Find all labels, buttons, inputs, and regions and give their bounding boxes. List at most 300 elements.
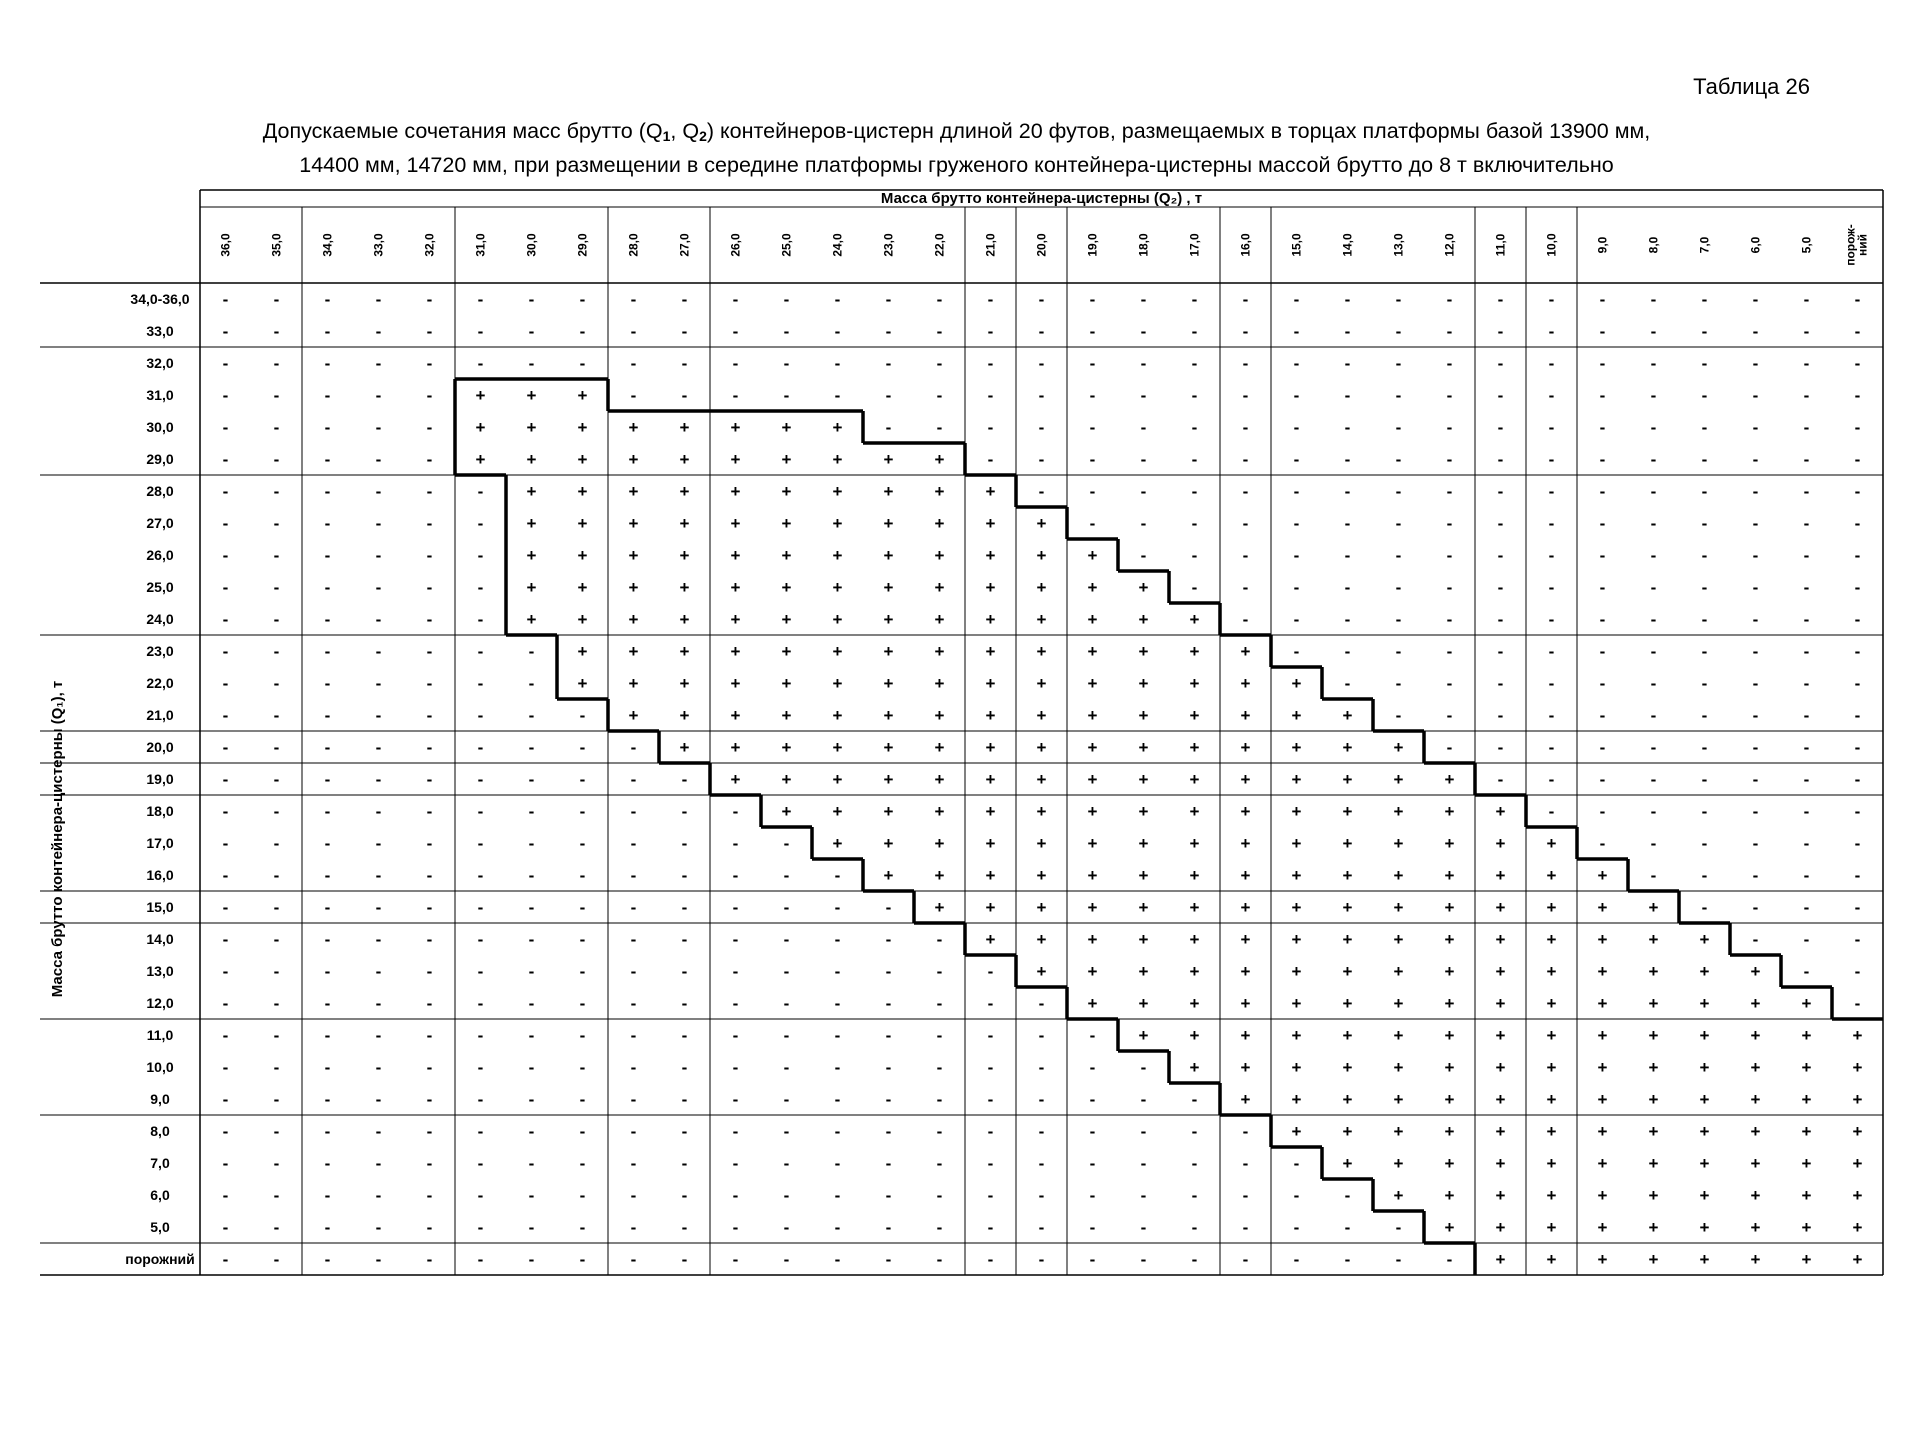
cell-allowed: + [679,578,690,597]
cell-not-allowed: - [579,1250,586,1269]
cell-allowed: + [1699,1186,1710,1205]
cell-not-allowed: - [375,930,382,949]
cell-not-allowed: - [1140,514,1147,533]
cell-allowed: + [526,514,537,533]
cell-not-allowed: - [834,962,841,981]
cell-not-allowed: - [477,546,484,565]
cell-allowed: + [1189,994,1200,1013]
cell-not-allowed: - [1752,386,1759,405]
cell-allowed: + [781,706,792,725]
cell-not-allowed: - [222,290,229,309]
cell-not-allowed: - [1599,322,1606,341]
cell-not-allowed: - [630,1058,637,1077]
cell-not-allowed: - [987,386,994,405]
cell-not-allowed: - [375,642,382,661]
cell-not-allowed: - [1395,322,1402,341]
cell-not-allowed: - [936,322,943,341]
cell-not-allowed: - [375,834,382,853]
cell-not-allowed: - [528,1154,535,1173]
cell-allowed: + [1852,1026,1863,1045]
cell-not-allowed: - [273,450,280,469]
column-label: 31,0 [473,233,488,257]
cell-allowed: + [1138,674,1149,693]
cell-allowed: + [1495,1218,1506,1237]
cell-not-allowed: - [528,1026,535,1045]
cell-not-allowed: - [1599,546,1606,565]
cell-not-allowed: - [1344,290,1351,309]
cell-allowed: + [1240,674,1251,693]
cell-not-allowed: - [834,1154,841,1173]
cell-allowed: + [1495,1154,1506,1173]
cell-not-allowed: - [1854,898,1861,917]
cell-allowed: + [1087,866,1098,885]
cell-not-allowed: - [1497,290,1504,309]
cell-allowed: + [985,578,996,597]
cell-not-allowed: - [477,930,484,949]
cell-not-allowed: - [1293,642,1300,661]
cell-allowed: + [1138,898,1149,917]
cell-not-allowed: - [477,834,484,853]
cell-not-allowed: - [426,642,433,661]
cell-not-allowed: - [630,1026,637,1045]
cell-not-allowed: - [1446,738,1453,757]
cell-not-allowed: - [681,322,688,341]
cell-not-allowed: - [1803,706,1810,725]
cell-allowed: + [1648,1154,1659,1173]
cell-not-allowed: - [681,1122,688,1141]
cell-allowed: + [1240,930,1251,949]
cell-allowed: + [1393,994,1404,1013]
row-label: 23,0 [146,643,174,659]
cell-allowed: + [1036,802,1047,821]
cell-not-allowed: - [477,738,484,757]
cell-not-allowed: - [426,610,433,629]
cell-not-allowed: - [1650,322,1657,341]
cell-allowed: + [1087,674,1098,693]
cell-allowed: + [1393,1186,1404,1205]
cell-allowed: + [1189,770,1200,789]
cell-not-allowed: - [477,1154,484,1173]
cell-not-allowed: - [1752,482,1759,501]
cell-allowed: + [832,578,843,597]
cell-allowed: + [1495,962,1506,981]
cell-not-allowed: - [1395,1250,1402,1269]
cell-allowed: + [1648,994,1659,1013]
cell-not-allowed: - [375,770,382,789]
cell-not-allowed: - [324,546,331,565]
cell-not-allowed: - [1293,546,1300,565]
cell-not-allowed: - [1344,674,1351,693]
cell-allowed: + [1189,1026,1200,1045]
cell-not-allowed: - [1803,834,1810,853]
cell-allowed: + [1597,1186,1608,1205]
cell-not-allowed: - [273,290,280,309]
row-label: 12,0 [146,995,174,1011]
cell-not-allowed: - [426,1250,433,1269]
cell-allowed: + [934,706,945,725]
cell-not-allowed: - [783,1218,790,1237]
cell-not-allowed: - [324,354,331,373]
cell-allowed: + [1240,834,1251,853]
cell-not-allowed: - [1191,1154,1198,1173]
cell-not-allowed: - [1701,514,1708,533]
cell-not-allowed: - [1752,770,1759,789]
cell-not-allowed: - [579,1026,586,1045]
cell-not-allowed: - [936,1154,943,1173]
cell-not-allowed: - [1191,322,1198,341]
cell-not-allowed: - [630,1090,637,1109]
cell-not-allowed: - [732,1058,739,1077]
cell-not-allowed: - [1752,322,1759,341]
cell-not-allowed: - [1599,450,1606,469]
cell-not-allowed: - [936,962,943,981]
cell-allowed: + [1138,738,1149,757]
cell-allowed: + [1036,610,1047,629]
cell-allowed: + [934,770,945,789]
cell-not-allowed: - [375,290,382,309]
cell-allowed: + [1291,962,1302,981]
cell-not-allowed: - [1191,546,1198,565]
cell-allowed: + [577,546,588,565]
title-line2: 14400 мм, 14720 мм, при размещении в середине платформы груженого контейнера-цистерны массой брутто до 8 т включительно [299,153,1614,177]
cell-not-allowed: - [1140,418,1147,437]
cell-not-allowed: - [528,354,535,373]
column-label: 9,0 [1595,236,1610,254]
cell-allowed: + [1342,866,1353,885]
cell-not-allowed: - [681,1218,688,1237]
cell-not-allowed: - [426,450,433,469]
cell-not-allowed: - [426,290,433,309]
cell-not-allowed: - [273,1186,280,1205]
cell-allowed: + [1393,802,1404,821]
cell-not-allowed: - [1293,290,1300,309]
cell-allowed: + [1342,1154,1353,1173]
cell-allowed: + [1036,738,1047,757]
cell-not-allowed: - [1191,418,1198,437]
cell-allowed: + [1291,930,1302,949]
cell-not-allowed: - [1803,546,1810,565]
cell-not-allowed: - [630,1218,637,1237]
cell-allowed: + [934,610,945,629]
cell-not-allowed: - [834,386,841,405]
cell-allowed: + [1597,898,1608,917]
cell-not-allowed: - [681,290,688,309]
cell-not-allowed: - [681,930,688,949]
cell-allowed: + [1189,866,1200,885]
cell-allowed: + [1138,962,1149,981]
cell-allowed: + [1546,994,1557,1013]
cell-not-allowed: - [987,1250,994,1269]
cell-allowed: + [985,802,996,821]
cell-not-allowed: - [324,1186,331,1205]
cell-allowed: + [1801,1058,1812,1077]
column-label: 29,0 [575,233,590,257]
cell-not-allowed: - [273,482,280,501]
cell-not-allowed: - [375,1122,382,1141]
cell-not-allowed: - [987,322,994,341]
cell-not-allowed: - [324,866,331,885]
cell-allowed: + [1495,1090,1506,1109]
cell-not-allowed: - [1701,546,1708,565]
cell-not-allowed: - [783,930,790,949]
cell-allowed: + [1597,1154,1608,1173]
cell-allowed: + [1138,706,1149,725]
cell-not-allowed: - [987,1058,994,1077]
cell-not-allowed: - [885,1186,892,1205]
cell-allowed: + [1138,834,1149,853]
cell-allowed: + [985,866,996,885]
cell-allowed: + [1393,1026,1404,1045]
cell-not-allowed: - [1446,482,1453,501]
column-label: 8,0 [1646,236,1661,254]
cell-not-allowed: - [1038,994,1045,1013]
cell-allowed: + [1597,1122,1608,1141]
cell-allowed: + [1189,1058,1200,1077]
cell-not-allowed: - [1191,1218,1198,1237]
cell-not-allowed: - [324,578,331,597]
cell-not-allowed: - [1344,1250,1351,1269]
cell-not-allowed: - [1854,834,1861,853]
cell-not-allowed: - [579,1218,586,1237]
cell-not-allowed: - [1395,482,1402,501]
cell-not-allowed: - [1701,450,1708,469]
cell-not-allowed: - [732,354,739,373]
cell-allowed: + [730,450,741,469]
cell-allowed: + [1852,1122,1863,1141]
column-label: 25,0 [779,233,794,257]
cell-not-allowed: - [426,770,433,789]
cell-allowed: + [883,834,894,853]
cell-not-allowed: - [1293,1250,1300,1269]
cell-allowed: + [1648,1122,1659,1141]
cell-not-allowed: - [528,1186,535,1205]
row-label: 7,0 [150,1155,170,1171]
cell-not-allowed: - [681,898,688,917]
cell-not-allowed: - [885,1154,892,1173]
cell-not-allowed: - [732,1218,739,1237]
row-label: 26,0 [146,547,174,563]
cell-not-allowed: - [987,1186,994,1205]
cell-not-allowed: - [1089,290,1096,309]
column-label: порож-ний [1843,224,1870,266]
cell-not-allowed: - [222,706,229,725]
cell-not-allowed: - [375,1026,382,1045]
cell-not-allowed: - [783,898,790,917]
cell-not-allowed: - [324,1218,331,1237]
cell-not-allowed: - [681,1026,688,1045]
cell-allowed: + [1138,770,1149,789]
cell-not-allowed: - [885,322,892,341]
cell-allowed: + [934,514,945,533]
cell-not-allowed: - [1548,802,1555,821]
cell-not-allowed: - [222,1026,229,1045]
cell-not-allowed: - [1089,1090,1096,1109]
cell-allowed: + [1087,994,1098,1013]
cell-allowed: + [1648,1218,1659,1237]
cell-not-allowed: - [1446,674,1453,693]
cell-allowed: + [1342,930,1353,949]
cell-not-allowed: - [222,674,229,693]
cell-allowed: + [781,482,792,501]
cell-not-allowed: - [324,898,331,917]
cell-not-allowed: - [987,1026,994,1045]
cell-not-allowed: - [375,1218,382,1237]
cell-not-allowed: - [375,1058,382,1077]
cell-allowed: + [832,610,843,629]
cell-not-allowed: - [1701,578,1708,597]
cell-not-allowed: - [1140,1186,1147,1205]
cell-not-allowed: - [375,866,382,885]
cell-not-allowed: - [579,1090,586,1109]
cell-not-allowed: - [426,994,433,1013]
cell-allowed: + [832,770,843,789]
cell-not-allowed: - [681,354,688,373]
cell-not-allowed: - [630,354,637,373]
column-label: 14,0 [1340,233,1355,257]
cell-not-allowed: - [1803,386,1810,405]
cell-allowed: + [577,386,588,405]
cell-not-allowed: - [783,322,790,341]
cell-not-allowed: - [273,706,280,725]
cell-allowed: + [628,610,639,629]
cell-allowed: + [832,674,843,693]
cell-not-allowed: - [630,1154,637,1173]
cell-not-allowed: - [1701,322,1708,341]
cell-not-allowed: - [630,290,637,309]
cell-allowed: + [1648,930,1659,949]
cell-allowed: + [1189,610,1200,629]
cell-not-allowed: - [1650,866,1657,885]
cell-not-allowed: - [681,1250,688,1269]
cell-allowed: + [730,706,741,725]
cell-not-allowed: - [1548,738,1555,757]
cell-not-allowed: - [1599,802,1606,821]
cell-allowed: + [1597,962,1608,981]
cell-not-allowed: - [1548,674,1555,693]
cell-not-allowed: - [426,834,433,853]
row-label: 27,0 [146,515,174,531]
cell-allowed: + [730,610,741,629]
cell-not-allowed: - [1599,354,1606,373]
cell-not-allowed: - [222,450,229,469]
cell-not-allowed: - [1803,450,1810,469]
cell-allowed: + [577,674,588,693]
cell-not-allowed: - [1650,514,1657,533]
cell-allowed: + [730,578,741,597]
cell-not-allowed: - [1140,354,1147,373]
cell-allowed: + [985,770,996,789]
cell-not-allowed: - [579,994,586,1013]
cell-allowed: + [985,642,996,661]
cell-not-allowed: - [1344,386,1351,405]
cell-not-allowed: - [1293,578,1300,597]
cell-not-allowed: - [1548,482,1555,501]
cell-not-allowed: - [732,1186,739,1205]
cell-allowed: + [985,738,996,757]
cell-not-allowed: - [1293,1154,1300,1173]
cell-not-allowed: - [528,322,535,341]
cell-not-allowed: - [1395,706,1402,725]
cell-not-allowed: - [273,898,280,917]
cell-allowed: + [730,642,741,661]
cell-not-allowed: - [1803,738,1810,757]
cell-not-allowed: - [1650,802,1657,821]
cell-not-allowed: - [1650,386,1657,405]
cell-not-allowed: - [1650,834,1657,853]
cell-not-allowed: - [579,930,586,949]
cell-allowed: + [832,738,843,757]
cell-allowed: + [1087,898,1098,917]
cell-allowed: + [1444,930,1455,949]
cell-not-allowed: - [1599,738,1606,757]
cell-allowed: + [1444,834,1455,853]
cell-not-allowed: - [1854,514,1861,533]
cell-not-allowed: - [1752,354,1759,373]
cell-not-allowed: - [630,962,637,981]
cell-not-allowed: - [1650,706,1657,725]
column-label: 26,0 [728,233,743,257]
cell-not-allowed: - [1089,1154,1096,1173]
cell-not-allowed: - [1191,1186,1198,1205]
cell-not-allowed: - [273,514,280,533]
cell-allowed: + [1444,770,1455,789]
column-label: 16,0 [1238,233,1253,257]
cell-not-allowed: - [324,770,331,789]
cell-not-allowed: - [579,322,586,341]
cell-not-allowed: - [1854,802,1861,821]
cell-not-allowed: - [1395,546,1402,565]
table-number: Таблица 26 [1693,74,1810,99]
cell-not-allowed: - [1650,610,1657,629]
cell-not-allowed: - [834,354,841,373]
cell-not-allowed: - [1650,482,1657,501]
cell-not-allowed: - [630,834,637,853]
cell-not-allowed: - [1854,930,1861,949]
row-label: 29,0 [146,451,174,467]
cell-allowed: + [781,450,792,469]
cell-not-allowed: - [477,898,484,917]
cell-allowed: + [985,930,996,949]
cell-not-allowed: - [1242,1186,1249,1205]
cell-not-allowed: - [1497,674,1504,693]
cell-not-allowed: - [579,866,586,885]
cell-not-allowed: - [1446,514,1453,533]
cell-not-allowed: - [1854,546,1861,565]
cell-not-allowed: - [1599,386,1606,405]
cell-not-allowed: - [579,834,586,853]
cell-not-allowed: - [1344,546,1351,565]
cell-not-allowed: - [1497,642,1504,661]
cell-not-allowed: - [426,1186,433,1205]
cell-allowed: + [1189,642,1200,661]
cell-not-allowed: - [426,514,433,533]
cell-not-allowed: - [1242,578,1249,597]
cell-allowed: + [781,770,792,789]
column-label: 21,0 [983,233,998,257]
cell-not-allowed: - [885,1058,892,1077]
cell-not-allowed: - [375,482,382,501]
cell-not-allowed: - [1242,290,1249,309]
cell-not-allowed: - [1089,450,1096,469]
cell-allowed: + [628,578,639,597]
cell-not-allowed: - [426,1122,433,1141]
cell-not-allowed: - [1446,610,1453,629]
cell-not-allowed: - [1395,290,1402,309]
row-label: порожний [125,1251,195,1267]
cell-not-allowed: - [324,1154,331,1173]
cell-not-allowed: - [1701,418,1708,437]
cell-not-allowed: - [1650,354,1657,373]
